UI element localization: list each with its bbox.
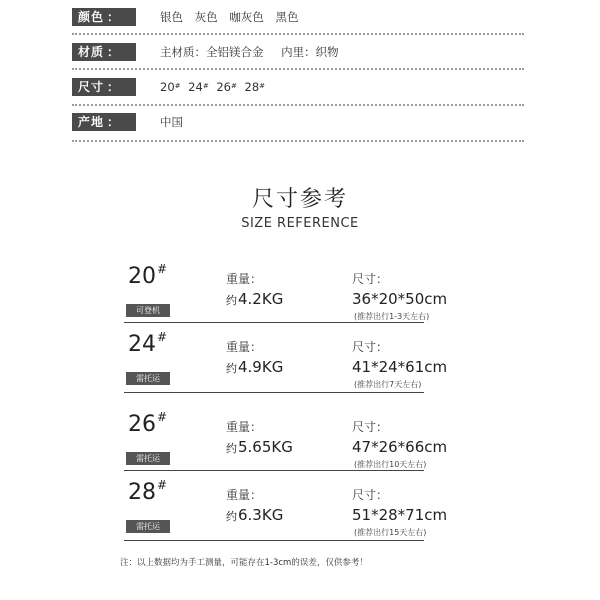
size-row-24	[124, 332, 478, 404]
spec-row-origin	[72, 113, 522, 131]
size-tag: 需托运	[126, 452, 170, 465]
material-lining: 内里：织物	[281, 45, 339, 59]
weight-value: 约5.65KG	[226, 438, 293, 456]
size-tag: 需托运	[126, 372, 170, 385]
spec-value	[160, 43, 347, 61]
size-option: 20#	[160, 80, 181, 94]
spec-label: 材质 ：	[72, 43, 136, 61]
travel-note: (推荐出行15天左右)	[354, 528, 427, 537]
dimension-value: 47*26*66cm	[352, 438, 448, 456]
dimension-value: 41*24*61cm	[352, 358, 448, 376]
size-number: 24#	[128, 330, 168, 357]
size-row-20	[124, 264, 478, 336]
dotted-divider	[72, 104, 524, 106]
size-row-26	[124, 412, 478, 484]
weight-label: 重量：	[226, 488, 263, 502]
dotted-divider	[72, 68, 524, 70]
size-tag: 可登机	[126, 304, 170, 317]
dotted-divider	[72, 140, 524, 142]
spec-label: 尺寸 ：	[72, 78, 136, 96]
origin-value: 中国	[160, 115, 183, 129]
size-number: 26#	[128, 410, 168, 437]
weight-value: 约4.9KG	[226, 358, 284, 376]
dimension-label: 尺寸：	[352, 272, 389, 286]
dotted-divider	[72, 33, 524, 35]
spec-row-color	[72, 8, 522, 26]
color-option: 咖灰色	[229, 10, 264, 24]
dimension-label: 尺寸：	[352, 340, 389, 354]
dimension-value: 36*20*50cm	[352, 290, 448, 308]
dimension-label: 尺寸：	[352, 488, 389, 502]
weight-label: 重量：	[226, 420, 263, 434]
size-divider	[124, 392, 424, 393]
dimension-value: 51*28*71cm	[352, 506, 448, 524]
spec-value	[160, 113, 191, 131]
color-option: 黑色	[275, 10, 299, 24]
size-divider	[124, 540, 424, 541]
spec-row-size	[72, 78, 522, 96]
color-option: 银色	[160, 10, 183, 24]
travel-note: (推荐出行7天左右)	[354, 380, 422, 389]
spec-value	[160, 78, 269, 96]
weight-value: 约4.2KG	[226, 290, 284, 308]
spec-value	[160, 8, 306, 26]
footnote: 注：以上数据均为手工测量，可能存在1-3cm的误差，仅供参考！	[120, 558, 368, 568]
size-option: 28#	[244, 80, 266, 94]
size-option: 24#	[188, 80, 209, 94]
size-number: 28#	[128, 478, 168, 505]
weight-value: 约6.3KG	[226, 506, 284, 524]
spec-label: 颜色 ：	[72, 8, 136, 26]
weight-label: 重量：	[226, 340, 263, 354]
color-option: 灰色	[194, 10, 218, 24]
section-subtitle: SIZE REFERENCE	[241, 216, 359, 231]
size-divider	[124, 470, 424, 471]
weight-label: 重量：	[226, 272, 263, 286]
size-row-28	[124, 480, 478, 552]
size-divider	[124, 322, 424, 323]
spec-label: 产地 ：	[72, 113, 136, 131]
size-number: 20#	[128, 262, 168, 289]
section-title: 尺寸参考	[251, 187, 348, 212]
travel-note: (推荐出行10天左右)	[354, 460, 427, 469]
travel-note: (推荐出行1-3天左右)	[354, 312, 430, 321]
material-main: 主材质：全铝镁合金	[160, 45, 264, 59]
dimension-label: 尺寸：	[352, 420, 389, 434]
size-tag: 需托运	[126, 520, 170, 533]
spec-row-material	[72, 43, 522, 61]
size-option: 26#	[216, 80, 237, 94]
